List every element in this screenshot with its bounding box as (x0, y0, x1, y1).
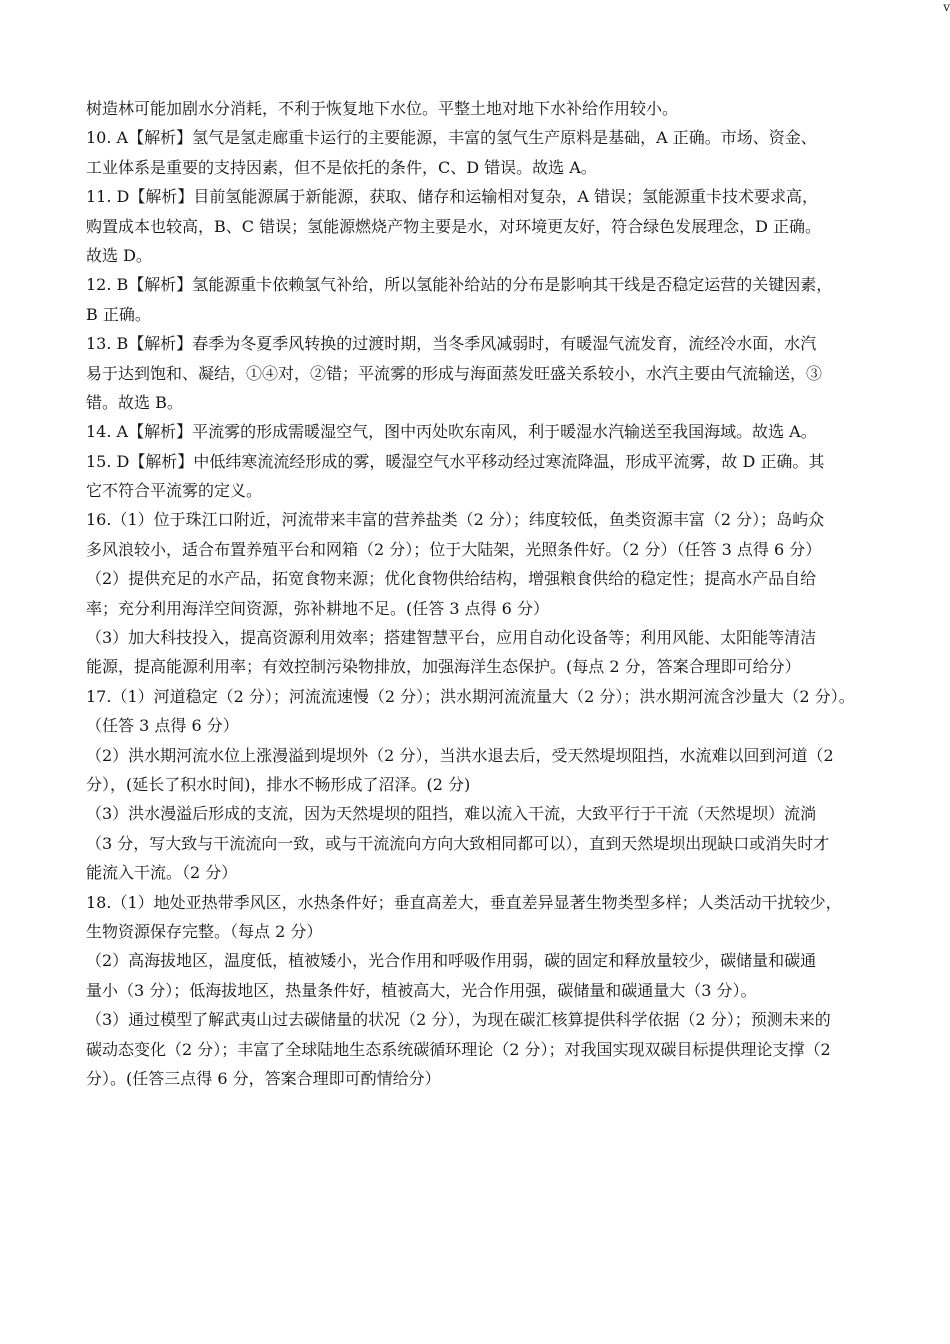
text-line: 18.（1）地处亚热带季风区，水热条件好；垂直高差大，垂直差异显著生物类型多样；人类活动干扰较少， (86, 892, 842, 912)
text-line: 13. B【解析】春季为冬夏季风转换的过渡时期，当冬季风减弱时，有暖湿气流发育，流经冷水面，水汽 (86, 334, 817, 354)
text-line: 易于达到饱和、凝结，①④对，②错；平流雾的形成与海面蒸发旺盛关系较小，水汽主要由气流输送，③ (86, 363, 823, 383)
text-line: 工业体系是重要的支持因素，但不是依托的条件，C、D 错误。故选 A。 (86, 157, 597, 177)
corner-mark: v (943, 0, 950, 14)
text-line: 树造林可能加剧水分消耗，不利于恢复地下水位。平整土地对地下水补给作用较小。 (86, 99, 679, 118)
text-line: 购置成本也较高，B、C 错误；氢能源燃烧产物主要是水，对环境更友好，符合绿色发展理念，D 正确。 (86, 216, 822, 236)
text-line: （2）高海拔地区，温度低，植被矮小，光合作用和呼吸作用弱，碳的固定和释放量较少，碳储量和碳通 (86, 951, 817, 971)
text-line: （3）洪水漫溢后形成的支流，因为天然堤坝的阻挡，难以流入干流，大致平行于干流（天然堤坝）流淌 (86, 804, 817, 824)
text-line: （2）洪水期河流水位上涨漫溢到堤坝外（2 分），当洪水退去后，受天然堤坝阻挡，水流难以回到河道（2 (86, 745, 834, 765)
text-line: 12. B【解析】氢能源重卡依赖氢气补给，所以氢能补给站的分布是影响其干线是否稳定运营的关键因素， (86, 275, 833, 295)
text-line: （3 分，写大致与干流流向一致，或与干流流向方向大致相同都可以），直到天然堤坝出现缺口或消失时才 (86, 833, 830, 853)
text-line: （任答 3 点得 6 分） (86, 716, 239, 736)
text-line: 10. A【解析】氢气是氢走廊重卡运行的主要能源，丰富的氢气生产原料是基础，A 正确。市场、资金、 (86, 128, 817, 148)
text-line: 生物资源保存完整。（每点 2 分） (86, 921, 323, 941)
text-line: 14. A【解析】平流雾的形成需暖湿空气，图中丙处吹东南风，利于暖湿水汽输送至我国海域。故选 A。 (86, 422, 817, 442)
text-line: （2）提供充足的水产品，拓宽食物来源；优化食物供给结构，增强粮食供给的稳定性；提高水产品自给 (86, 569, 817, 589)
text-line: 16.（1）位于珠江口附近，河流带来丰富的营养盐类（2 分）；纬度较低，鱼类资源丰富（2 分）；岛屿众 (86, 510, 825, 530)
text-line: B 正确。 (86, 304, 151, 324)
text-line: 分），(延长了积水时间)，排水不畅形成了沼泽。(2 分) (86, 774, 471, 794)
text-line: 多风浪较小，适合布置养殖平台和网箱（2 分）；位于大陆架，光照条件好。（2 分）（任答 3 点得 6 分） (86, 539, 822, 559)
answer-text-block (86, 94, 864, 1093)
text-line: 错。故选 B。 (86, 392, 183, 412)
text-line: 分）。(任答三点得 6 分，答案合理即可酌情给分） (86, 1068, 441, 1088)
text-line: 15. D【解析】中低纬寒流流经形成的雾，暖湿空气水平移动经过寒流降温，形成平流雾，故 D 正确。其 (86, 451, 825, 471)
text-line: 故选 D。 (86, 245, 152, 265)
text-line: 它不符合平流雾的定义。 (86, 481, 263, 501)
text-line: （3）加大科技投入，提高资源利用效率；搭建智慧平台，应用自动化设备等；利用风能、太阳能等清洁 (86, 628, 817, 648)
text-line: 碳动态变化（2 分）；丰富了全球陆地生态系统碳循环理论（2 分）；对我国实现双碳目标提供理论支撑（2 (86, 1039, 831, 1059)
text-line: 量小（3 分）；低海拔地区，热量条件好，植被高大，光合作用强，碳储量和碳通量大（3 分）。 (86, 980, 757, 1000)
text-line: 11. D【解析】目前氢能源属于新能源，获取、储存和运输相对复杂，A 错误；氢能源重卡技术要求高， (86, 187, 819, 207)
text-line: （3）通过模型了解武夷山过去碳储量的状况（2 分），为现在碳汇核算提供科学依据（2 分）；预测未来的 (86, 1010, 831, 1030)
text-line: 能流入干流。（2 分） (86, 863, 238, 883)
text-line: 率；充分利用海洋空间资源，弥补耕地不足。(任答 3 点得 6 分） (86, 598, 549, 618)
text-line: 能源，提高能源利用率；有效控制污染物排放，加强海洋生态保护。(每点 2 分，答案合理即可给分） (86, 657, 801, 677)
text-line: 17.（1）河道稳定（2 分）；河流流速慢（2 分）；洪水期河流流量大（2 分）；洪水期河流含沙量大（2 分）。 (86, 686, 855, 706)
